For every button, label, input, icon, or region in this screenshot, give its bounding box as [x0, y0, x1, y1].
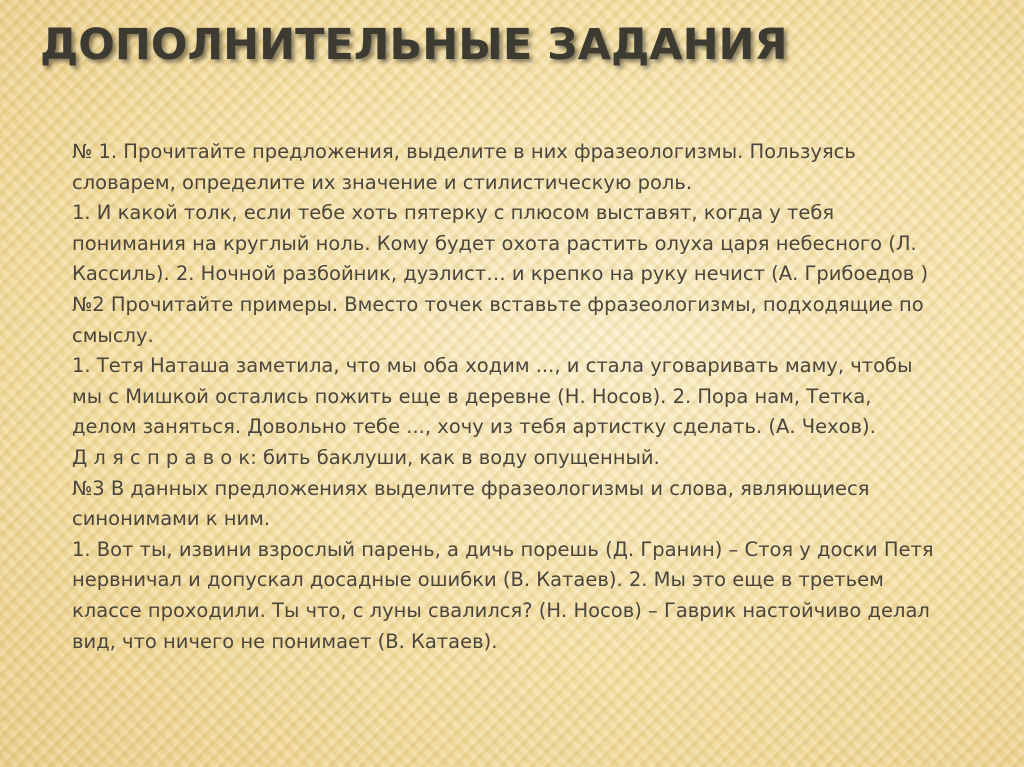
body-line-task1-heading: № 1. Прочитайте предложения, выделите в них фразеологизмы. Пользуясь [72, 140, 856, 163]
body-line-task1-heading-cont: словарем, определите их значение и стилистическую роль. [72, 170, 693, 194]
body-line-task2-reference: Д л я с п р а в о к: бить баклуши, как в воду опущенный. [72, 445, 660, 469]
body-line-task3-example: 1. Вот ты, извини взрослый парень, а дичь порешь (Д. Гранин) – Стоя у доски Петя [72, 537, 934, 561]
body-line-task3-heading: №3 В данных предложениях выделите фразеологизмы и слова, являющиеся [72, 476, 870, 500]
slide-body [72, 137, 992, 657]
body-line-task1-example: 1. И какой толк, если тебе хоть пятерку с плюсом выставят, когда у тебя [72, 201, 835, 225]
body-line-task2-heading-cont: смыслу. [72, 323, 154, 347]
body-line-task3-example: нервничал и допускал досадные ошибки (В. Катаев). 2. Мы это еще в третьем [72, 568, 884, 592]
body-line-task1-example: Кассиль). 2. Ночной разбойник, дуэлист… и крепко на руку нечист (А. Грибоедов ) [72, 262, 929, 286]
body-line-task2-example: мы с Мишкой остались пожить еще в деревне (Н. Носов). 2. Пора нам, Тетка, [72, 384, 872, 408]
body-line-task2-heading: №2 Прочитайте примеры. Вместо точек вставьте фразеологизмы, подходящие по [72, 292, 924, 316]
body-line-task1-example: понимания на круглый ноль. Кому будет охота растить олуха царя небесного (Л. [72, 231, 917, 255]
body-line-task3-example: классе проходили. Ты что, с луны свалился? (Н. Носов) – Гаврик настойчиво делал [72, 598, 930, 622]
body-line-task3-example: вид, что ничего не понимает (В. Катаев). [72, 629, 498, 653]
body-line-task2-example: делом заняться. Довольно тебе ..., хочу из тебя артистку сделать. (А. Чехов). [72, 415, 876, 439]
body-line-task2-example: 1. Тетя Наташа заметила, что мы оба ходим ..., и стала уговаривать маму, чтобы [72, 354, 913, 378]
slide-title: ДОПОЛНИТЕЛЬНЫЕ ЗАДАНИЯ [40, 20, 788, 70]
body-line-task3-heading-cont: синонимами к ним. [72, 507, 271, 531]
